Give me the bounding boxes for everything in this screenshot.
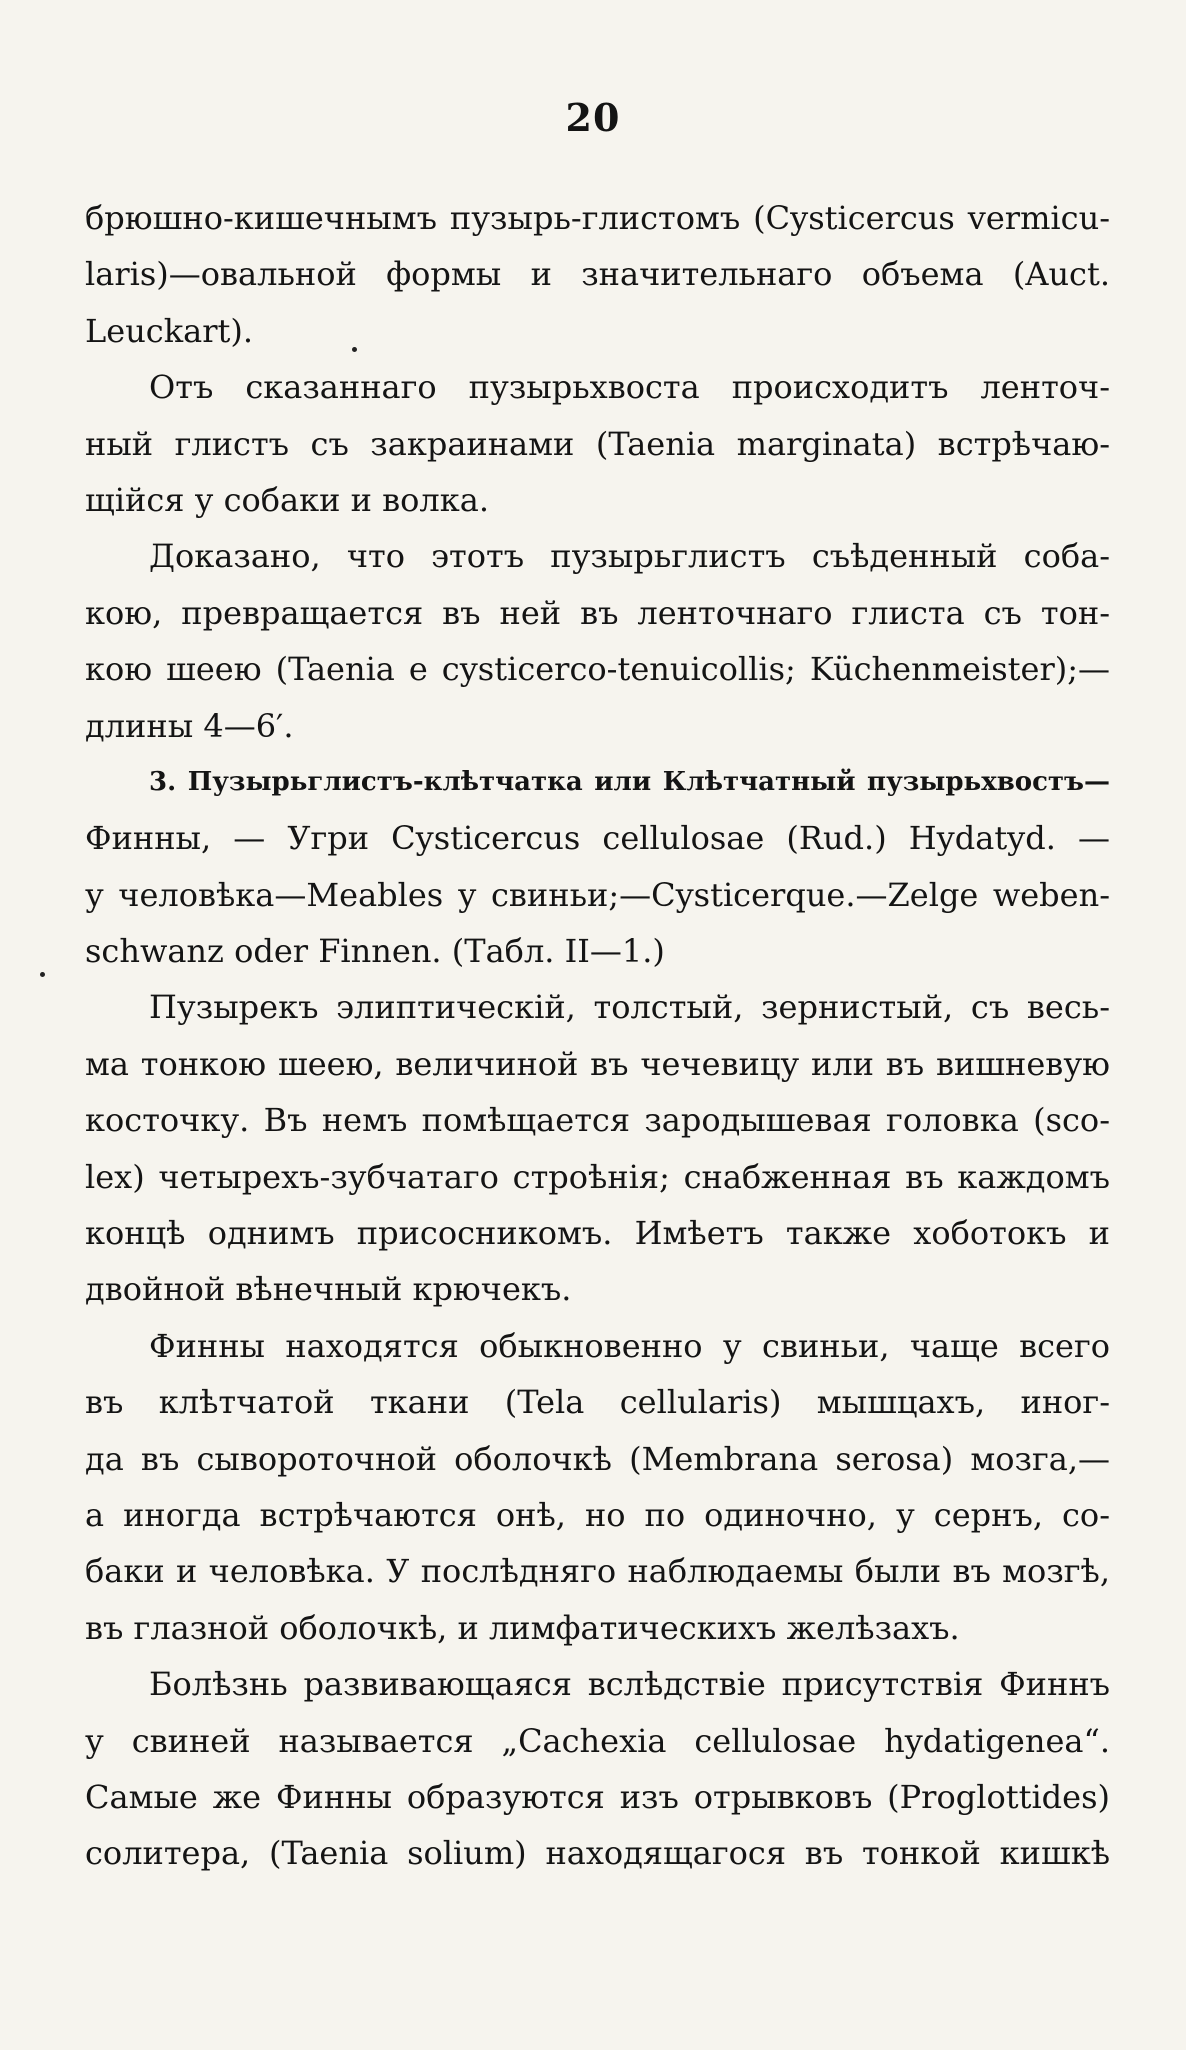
text-line: двойной вѣнечный крючекъ. [85,1270,572,1309]
text-line: концѣ однимъ присосникомъ. Имѣетъ также хоботокъ и [85,1214,1110,1253]
text-line: Leuckart). [85,311,253,350]
ink-speck [352,347,357,352]
text-line: Самые же Финны образуются изъ отрывковъ (Proglottides) [85,1777,1110,1816]
text-line: косточку. Въ немъ помѣщается зародышевая головка (sco- [85,1101,1110,1140]
text-line: schwanz oder Finnen. (Табл. II—1.) [85,932,665,971]
text-line: lex) четырехъ-зубчатаго строѣнія; снабженная въ каждомъ [85,1157,1110,1196]
text-line: Доказано, что этотъ пузырьглистъ съѣденный соба- [149,537,1110,576]
text-line: laris)—овальной формы и значительнаго объема (Auct. [85,255,1110,294]
text-line: въ глазной оболочкѣ, и лимфатическихъ желѣзахъ. [85,1608,960,1647]
text-line: кою шеею (Taenia e cysticerco-tenuicollis; Küchenmeister);— [85,650,1110,689]
text-line: брюшно-кишечнымъ пузырь-глистомъ (Cysticercus vermicu- [85,199,1110,237]
text-line: солитера, (Taenia solium) находящагося въ тонкой кишкѣ [85,1834,1110,1873]
text-line: кою, превращается въ ней въ ленточнаго глиста съ тон- [85,593,1110,632]
ink-speck [40,972,45,977]
text-line: баки и человѣка. У послѣдняго наблюдаемы были въ мозгѣ, [85,1552,1110,1591]
text-line: длины 4—6′. [85,706,294,745]
text-line: Отъ сказаннаго пузырьхвоста происходитъ ленточ- [149,368,1110,407]
text-line: Болѣзнь развивающаяся вслѣдствіе присутствія Финнъ [149,1665,1110,1704]
text-line: а иногда встрѣчаются онѣ, но по одиночно, у сернъ, со- [85,1495,1110,1534]
text-line: въ клѣтчатой ткани (Tela cellularis) мышцахъ, иног- [85,1383,1110,1422]
text-line: щійся у собаки и волка. [85,480,489,519]
page-text-body [85,190,1110,1882]
text-line: у человѣка—Meables у свиньи;—Cysticerque.—Zelge weben- [85,875,1110,914]
text-line: да въ сывороточной оболочкѣ (Membrana serosa) мозга,— [85,1439,1110,1478]
text-line: ный глистъ съ закраинами (Taenia marginata) встрѣчаю- [85,424,1110,463]
page-number: 20 [565,95,621,140]
text-line: Пузырекъ элиптическій, толстый, зернистый, съ весь- [149,988,1110,1027]
text-line: Финны находятся обыкновенно у свиньи, чаще всего [149,1326,1110,1365]
text-line: Финны, — Угри Cysticercus cellulosae (Rud.) Hydatyd. — [85,819,1110,858]
text-line: 3. Пузырьглистъ-клѣтчатка или Клѣтчатный пузырьхвостъ— [149,766,1110,797]
text-line: ма тонкою шеею, величиной въ чечевицу или въ вишневую [85,1044,1110,1083]
text-line: у свиней называется „Cachexia cellulosae hydatigenea“. [85,1721,1110,1760]
